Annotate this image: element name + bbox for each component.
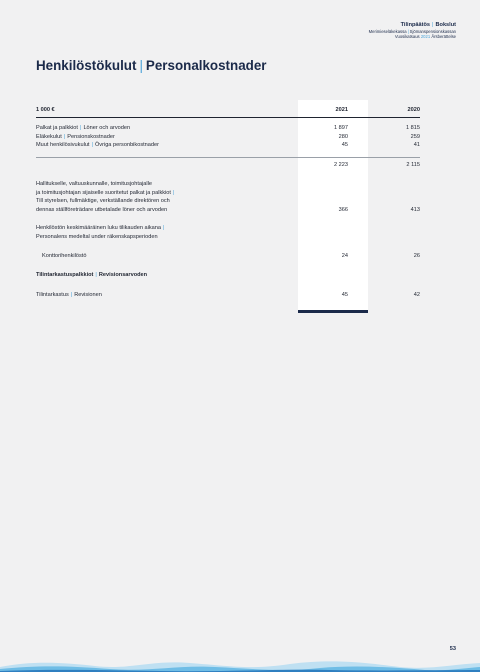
row-label-fi: Eläkekulut [36,133,62,140]
avg-personnel-fi: Henkilöstön keskimääräinen luku tilikauden aikana [36,225,161,231]
mgmt-remuneration-2021: 366 [338,206,348,213]
page-title-sv: Personalkostnader [145,58,267,73]
page-title [36,58,266,73]
audit-row-label [36,291,102,299]
office-staff-2020: 26 [413,253,420,259]
table-row-label [36,141,159,149]
office-staff-label: Konttorihenkilöstö [42,253,87,259]
audit-heading-fi: Tilintarkastuspalkkiot [36,272,94,278]
header-title [369,22,456,29]
mgmt-remuneration-2020: 413 [410,206,420,213]
unit-header: 1 000 € [36,107,55,113]
table-cell-2020: 1 815 [406,125,420,131]
audit-heading-sv: Revisionsarvoden [98,272,148,278]
avg-personnel-line2: Personalens medeltal under räkenskapsperioden [36,233,158,240]
header-org-fi: Merimieseläkekassa [368,28,407,34]
running-header [369,22,456,39]
mgmt-remuneration-line2 [36,189,176,197]
audit-2021: 45 [341,292,348,298]
separator: | [95,272,97,278]
audit-row-fi: Tilintarkastus [36,292,69,298]
column-header-2021: 2021 [335,107,348,113]
table-cell-2021: 45 [341,142,348,148]
header-subtitle-report [369,34,456,39]
row-label-fi: Muut henkilösivukulut [36,142,90,148]
table-cell-2020: 259 [410,133,420,140]
mgmt-remuneration-line4: dennas ställföreträdare utbetalade löner och arvoden [36,206,168,213]
mgmt-remuneration-fi-end: ja toimitusjohtajan sijaiselle suoritetut palkat ja palkkiot [36,189,171,196]
row-label-sv: Löner och arvoden [83,125,131,131]
separator: | [91,142,93,148]
total-2021: 2 223 [334,162,348,168]
total-2020: 2 115 [406,162,420,168]
page-title-fi: Henkilöstökulut [36,58,137,73]
header-report-fi: Vuosikatsaus [394,34,420,40]
separator: | [70,292,73,298]
table-row-label [36,133,115,141]
row-label-fi: Palkat ja palkkiot [36,125,78,131]
header-title-fi: Tilinpäätös [400,22,431,28]
table-cell-2021: 280 [338,133,348,140]
header-report-year: 2021 [420,34,431,40]
mgmt-remuneration-line1: Hallitukselle, valtuuskunnalle, toimitusjohtajalle [36,181,152,187]
header-rule [36,117,420,118]
separator: | [139,58,143,73]
row-label-sv: Övriga personbikostnader [94,142,159,148]
table-row-label [36,124,130,132]
header-org-sv: Sjömanspensionskassan [409,28,456,34]
table-cell-2021: 1 897 [334,125,348,131]
separator: | [432,22,434,28]
column-2021-underline [298,310,368,313]
subtotal-rule [36,157,420,158]
audit-2020: 42 [413,292,420,298]
audit-row-sv: Revisionen [74,292,102,298]
header-report-sv: Årsberättelse [431,34,456,40]
separator: | [172,189,175,196]
personnel-costs-table [36,100,426,316]
page-number: 53 [449,646,456,652]
audit-fees-heading [36,271,147,279]
separator: | [407,28,409,34]
wave-decoration [0,658,480,672]
table-cell-2020: 41 [413,142,420,148]
header-title-sv: Bokslut [435,22,456,28]
office-staff-2021: 24 [341,253,348,259]
separator: | [163,225,165,231]
separator: | [79,125,82,131]
row-label-sv: Pensionskostnader [67,133,115,140]
avg-personnel-line1 [36,224,166,232]
mgmt-remuneration-line3: Till styrelsen, fullmäktige, verkställande direktören och [36,198,170,204]
separator: | [63,133,66,140]
column-header-2020: 2020 [407,107,420,113]
